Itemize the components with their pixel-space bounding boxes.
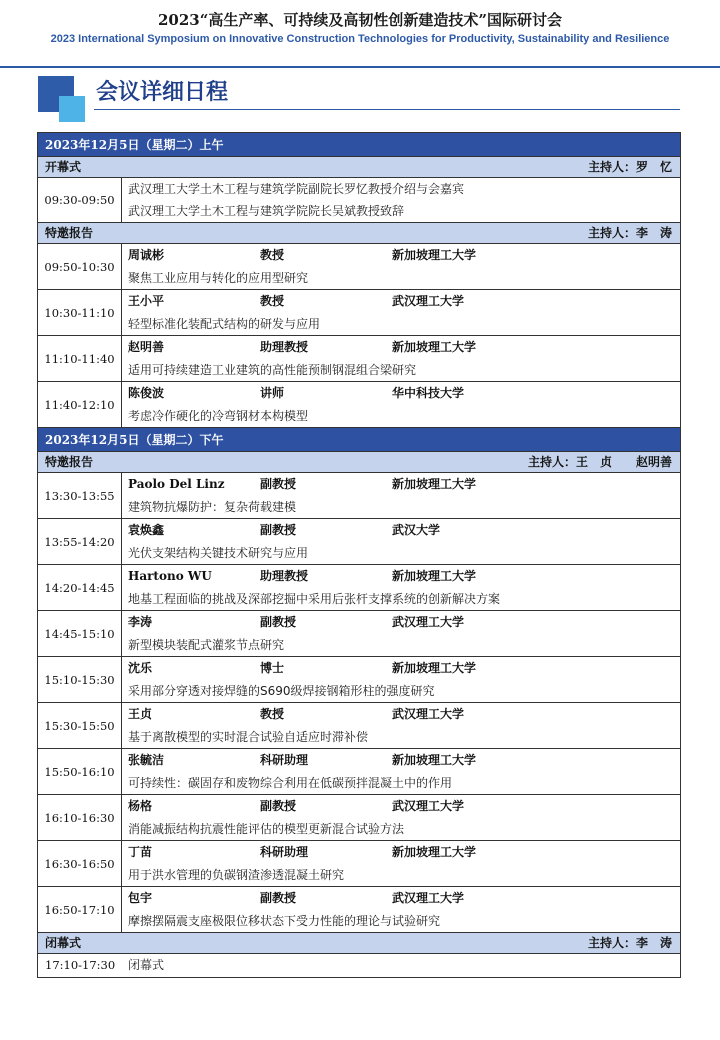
speaker-affiliation: 新加坡理工大学 [392,661,477,675]
speaker-name: 周诚彬 [128,248,165,262]
speaker-title: 助理教授 [260,569,309,583]
speaker-title: 副教授 [260,477,297,491]
talk-topic: 建筑物抗爆防护：复杂荷载建模 [128,500,297,514]
session-host: 主持人：王 贞 赵明善 [527,455,672,469]
talk-topic: 轻型标准化装配式结构的研发与应用 [128,317,321,331]
speaker-name: 李涛 [128,615,153,629]
talk-detail [122,703,680,748]
speaker-title: 副教授 [260,799,297,813]
talk-row [38,887,680,933]
time-slot: 16:30-16:50 [38,841,122,886]
speaker-line [128,290,680,313]
speaker-line [128,382,680,405]
talk-detail [122,749,680,794]
speaker-affiliation: 武汉大学 [392,523,441,537]
time-slot: 10:30-11:10 [38,290,122,335]
speaker-line [128,703,680,726]
time-slot: 11:40-12:10 [38,382,122,427]
speaker-line [128,795,680,818]
talk-topic: 采用部分穿透对接焊缝的S690级焊接钢箱形柱的强度研究 [128,684,435,698]
speaker-affiliation: 新加坡理工大学 [392,477,477,491]
speaker-name: 王小平 [128,294,165,308]
day-header-afternoon: 2023年12月5日（星期二）下午 [38,428,680,452]
symposium-title-en: 2023 International Symposium on Innovative Construction Technologies for Productivity, Sustainability and Resilience [50,33,670,45]
session-host: 主持人：罗 忆 [587,160,672,174]
header-divider [0,66,720,68]
talk-topic: 适用可持续建造工业建筑的高性能预制钢混组合梁研究 [128,363,417,377]
session-opening [38,157,680,178]
speaker-affiliation: 新加坡理工大学 [392,340,477,354]
session-label: 特邀报告 [45,226,94,240]
speaker-name: 陈俊波 [128,386,165,400]
speaker-affiliation: 新加坡理工大学 [392,569,477,583]
speaker-name: 赵明善 [128,340,165,354]
closing-item [38,954,680,977]
talk-row [38,749,680,795]
talk-topic: 光伏支架结构关键技术研究与应用 [128,546,309,560]
speaker-title: 科研助理 [260,753,309,767]
speaker-affiliation: 武汉理工大学 [392,799,465,813]
talk-detail [122,841,680,886]
talk-topic: 可持续性：碳固存和废物综合利用在低碳预拌混凝土中的作用 [128,776,453,790]
talk-detail [122,565,680,610]
opening-detail [122,178,680,222]
time-slot: 14:45-15:10 [38,611,122,656]
talk-row [38,657,680,703]
session-label: 闭幕式 [45,936,82,950]
speaker-title: 教授 [260,707,285,721]
time-slot: 13:55-14:20 [38,519,122,564]
speaker-line [128,611,680,634]
talk-topic: 地基工程面临的挑战及深部挖掘中采用后张杆支撑系统的创新解决方案 [128,592,501,606]
speaker-name: 张毓洁 [128,753,165,767]
section-title-underline [94,109,680,110]
speaker-line [128,657,680,680]
time-slot: 11:10-11:40 [38,336,122,381]
talk-row [38,565,680,611]
page-header [0,0,720,46]
speaker-affiliation: 武汉理工大学 [392,707,465,721]
opening-line: 武汉理工大学土木工程与建筑学院院长吴斌教授致辞 [128,204,405,218]
talk-topic: 聚焦工业应用与转化的应用型研究 [128,271,309,285]
speaker-line [128,244,680,267]
speaker-title: 讲师 [260,386,285,400]
talk-row [38,290,680,336]
talk-detail [122,244,680,289]
speaker-affiliation: 华中科技大学 [392,386,465,400]
speaker-name: 王贞 [128,707,153,721]
time-slot: 15:30-15:50 [38,703,122,748]
talk-row [38,244,680,290]
talk-row [38,795,680,841]
speaker-line [128,336,680,359]
time-slot: 17:10-17:30 [45,958,116,972]
speaker-name: 丁苗 [128,845,153,859]
talk-topic: 考虑冷作硬化的冷弯钢材本构模型 [128,409,309,423]
session-keynote-morning [38,223,680,244]
talk-row [38,473,680,519]
talk-detail [122,611,680,656]
talk-detail [122,887,680,932]
session-keynote-afternoon [38,452,680,473]
speaker-title: 教授 [260,248,285,262]
talk-detail [122,795,680,840]
speaker-name: 杨格 [128,799,153,813]
schedule-table [37,132,681,978]
talk-detail [122,290,680,335]
session-label: 特邀报告 [45,455,94,469]
talk-topic: 用于洪水管理的负碳钢渣渗透混凝土研究 [128,868,345,882]
time-slot: 13:30-13:55 [38,473,122,518]
speaker-title: 副教授 [260,615,297,629]
speaker-line [128,473,680,496]
talk-topic: 摩擦摆隔震支座极限位移状态下受力性能的理论与试验研究 [128,914,441,928]
talk-topic: 消能减振结构抗震性能评估的模型更新混合试验方法 [128,822,405,836]
session-label: 开幕式 [45,160,82,174]
time-slot: 15:10-15:30 [38,657,122,702]
time-slot: 09:30-09:50 [38,178,122,222]
talk-row [38,519,680,565]
session-host: 主持人：李 涛 [587,226,672,240]
speaker-line [128,565,680,588]
speaker-title: 副教授 [260,523,297,537]
opening-item [38,178,680,223]
talk-topic: 新型模块装配式灌浆节点研究 [128,638,285,652]
talk-row [38,611,680,657]
speaker-line [128,519,680,542]
session-closing [38,933,680,954]
speaker-affiliation: 武汉理工大学 [392,294,465,308]
time-slot: 16:50-17:10 [38,887,122,932]
speaker-line [128,749,680,772]
section-heading [38,76,680,112]
talk-row [38,382,680,428]
speaker-title: 教授 [260,294,285,308]
speaker-affiliation: 武汉理工大学 [392,615,465,629]
talk-row [38,336,680,382]
talk-detail [122,519,680,564]
speaker-title: 助理教授 [260,340,309,354]
speaker-name: 沈乐 [128,661,153,675]
speaker-name: 包宇 [128,891,153,905]
decor-square-light [59,96,85,122]
symposium-title-cn: 2023“高生产率、可持续及高韧性创新建造技术”国际研讨会 [157,11,562,29]
speaker-affiliation: 新加坡理工大学 [392,753,477,767]
section-title: 会议详细日程 [96,80,229,105]
session-host: 主持人：李 涛 [587,936,672,950]
speaker-affiliation: 武汉理工大学 [392,891,465,905]
talk-detail [122,473,680,518]
speaker-name: Hartono WU [128,569,212,583]
talk-detail [122,336,680,381]
talk-detail [122,657,680,702]
day-header-morning: 2023年12月5日（星期二）上午 [38,133,680,157]
time-slot: 09:50-10:30 [38,244,122,289]
speaker-title: 博士 [260,661,285,675]
speaker-line [128,841,680,864]
speaker-affiliation: 新加坡理工大学 [392,248,477,262]
speaker-affiliation: 新加坡理工大学 [392,845,477,859]
speaker-title: 科研助理 [260,845,309,859]
talk-topic: 基于离散模型的实时混合试验自适应时滞补偿 [128,730,369,744]
speaker-name: Paolo Del Linz [128,477,225,491]
talk-row [38,703,680,749]
talk-row [38,841,680,887]
time-slot: 16:10-16:30 [38,795,122,840]
speaker-title: 副教授 [260,891,297,905]
speaker-name: 袁焕鑫 [128,523,165,537]
time-slot: 15:50-16:10 [38,749,122,794]
speaker-line [128,887,680,910]
closing-text: 闭幕式 [128,958,165,972]
time-slot: 14:20-14:45 [38,565,122,610]
talk-detail [122,382,680,427]
opening-line: 武汉理工大学土木工程与建筑学院副院长罗忆教授介绍与会嘉宾 [128,182,465,196]
